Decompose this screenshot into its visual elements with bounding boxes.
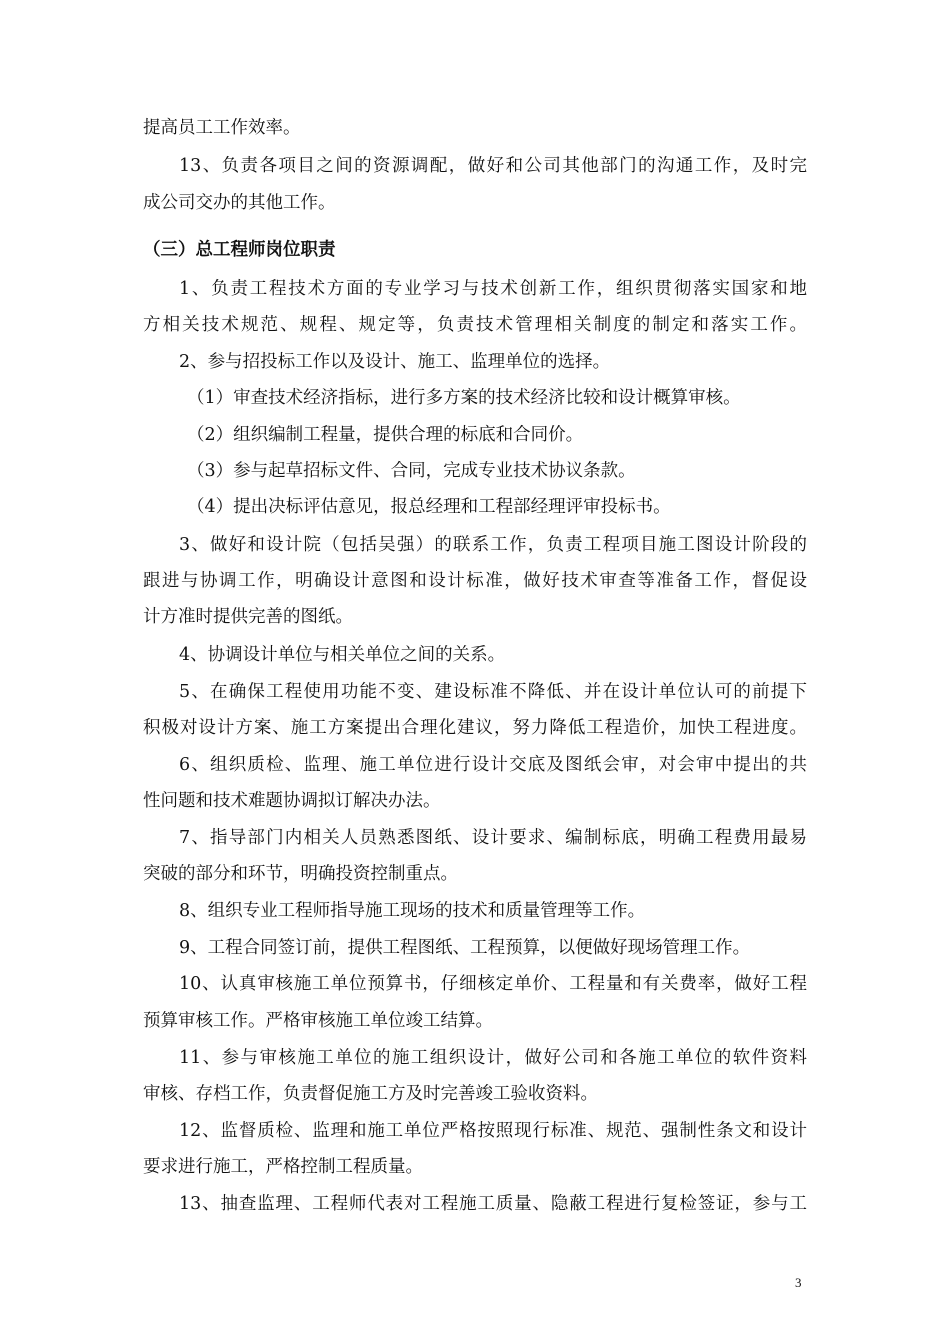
- item-5-line-2: 积极对设计方案、施工方案提出合理化建议，努力降低工程造价，加快工程进度。: [143, 718, 807, 738]
- paragraph-13-line-2: 成公司交办的其他工作。: [143, 193, 336, 213]
- item-1-line-2: 方相关技术规范、规程、规定等，负责技术管理相关制度的制定和落实工作。: [143, 315, 807, 335]
- item-7-line-1: 7、指导部门内相关人员熟悉图纸、设计要求、编制标底，明确工程费用最易: [179, 828, 807, 848]
- item-1-line-1: 1、负责工程技术方面的专业学习与技术创新工作，组织贯彻落实国家和地: [179, 279, 807, 299]
- paragraph-13-line-1: 13、负责各项目之间的资源调配，做好和公司其他部门的沟通工作，及时完: [179, 156, 807, 176]
- page-number: 3: [795, 1275, 802, 1290]
- subitem-1: （1）审查技术经济指标，进行多方案的技术经济比较和设计概算审核。: [187, 388, 741, 408]
- item-12-line-1: 12、监督质检、监理和施工单位严格按照现行标准、规范、强制性条文和设计: [179, 1121, 807, 1141]
- item-3-line-1: 3、做好和设计院（包括吴强）的联系工作，负责工程项目施工图设计阶段的: [179, 535, 807, 555]
- item-12-line-2: 要求进行施工，严格控制工程质量。: [143, 1157, 423, 1177]
- item-3-line-2: 跟进与协调工作，明确设计意图和设计标准，做好技术审查等准备工作，督促设: [143, 571, 807, 591]
- item-4: 4、协调设计单位与相关单位之间的关系。: [179, 645, 506, 665]
- subitem-3: （3）参与起草招标文件、合同，完成专业技术协议条款。: [187, 461, 636, 481]
- item-9: 9、工程合同签订前，提供工程图纸、工程预算，以便做好现场管理工作。: [179, 938, 751, 958]
- item-6-line-1: 6、组织质检、监理、施工单位进行设计交底及图纸会审，对会审中提出的共: [179, 755, 807, 775]
- item-10-line-2: 预算审核工作。严格审核施工单位竣工结算。: [143, 1011, 493, 1031]
- item-13-line-1: 13、抽查监理、工程师代表对工程施工质量、隐蔽工程进行复检签证，参与工: [179, 1194, 807, 1214]
- item-3-line-3: 计方准时提供完善的图纸。: [143, 607, 353, 627]
- item-11-line-2: 审核、存档工作，负责督促施工方及时完善竣工验收资料。: [143, 1084, 598, 1104]
- subitem-2: （2）组织编制工程量，提供合理的标底和合同价。: [187, 425, 584, 445]
- item-2: 2、参与招投标工作以及设计、施工、监理单位的选择。: [179, 352, 611, 372]
- item-7-line-2: 突破的部分和环节，明确投资控制重点。: [143, 864, 458, 884]
- item-6-line-2: 性问题和技术难题协调拟订解决办法。: [143, 791, 441, 811]
- item-11-line-1: 11、参与审核施工单位的施工组织设计，做好公司和各施工单位的软件资料: [179, 1048, 807, 1068]
- item-8: 8、组织专业工程师指导施工现场的技术和质量管理等工作。: [179, 901, 646, 921]
- item-10-line-1: 10、认真审核施工单位预算书，仔细核定单价、工程量和有关费率，做好工程: [179, 974, 807, 994]
- section-heading: （三）总工程师岗位职责: [143, 240, 336, 260]
- item-5-line-1: 5、在确保工程使用功能不变、建设标准不降低、并在设计单位认可的前提下: [179, 682, 807, 702]
- text-line: 提高员工工作效率。: [143, 118, 301, 138]
- subitem-4: （4）提出决标评估意见，报总经理和工程部经理评审投标书。: [187, 497, 671, 517]
